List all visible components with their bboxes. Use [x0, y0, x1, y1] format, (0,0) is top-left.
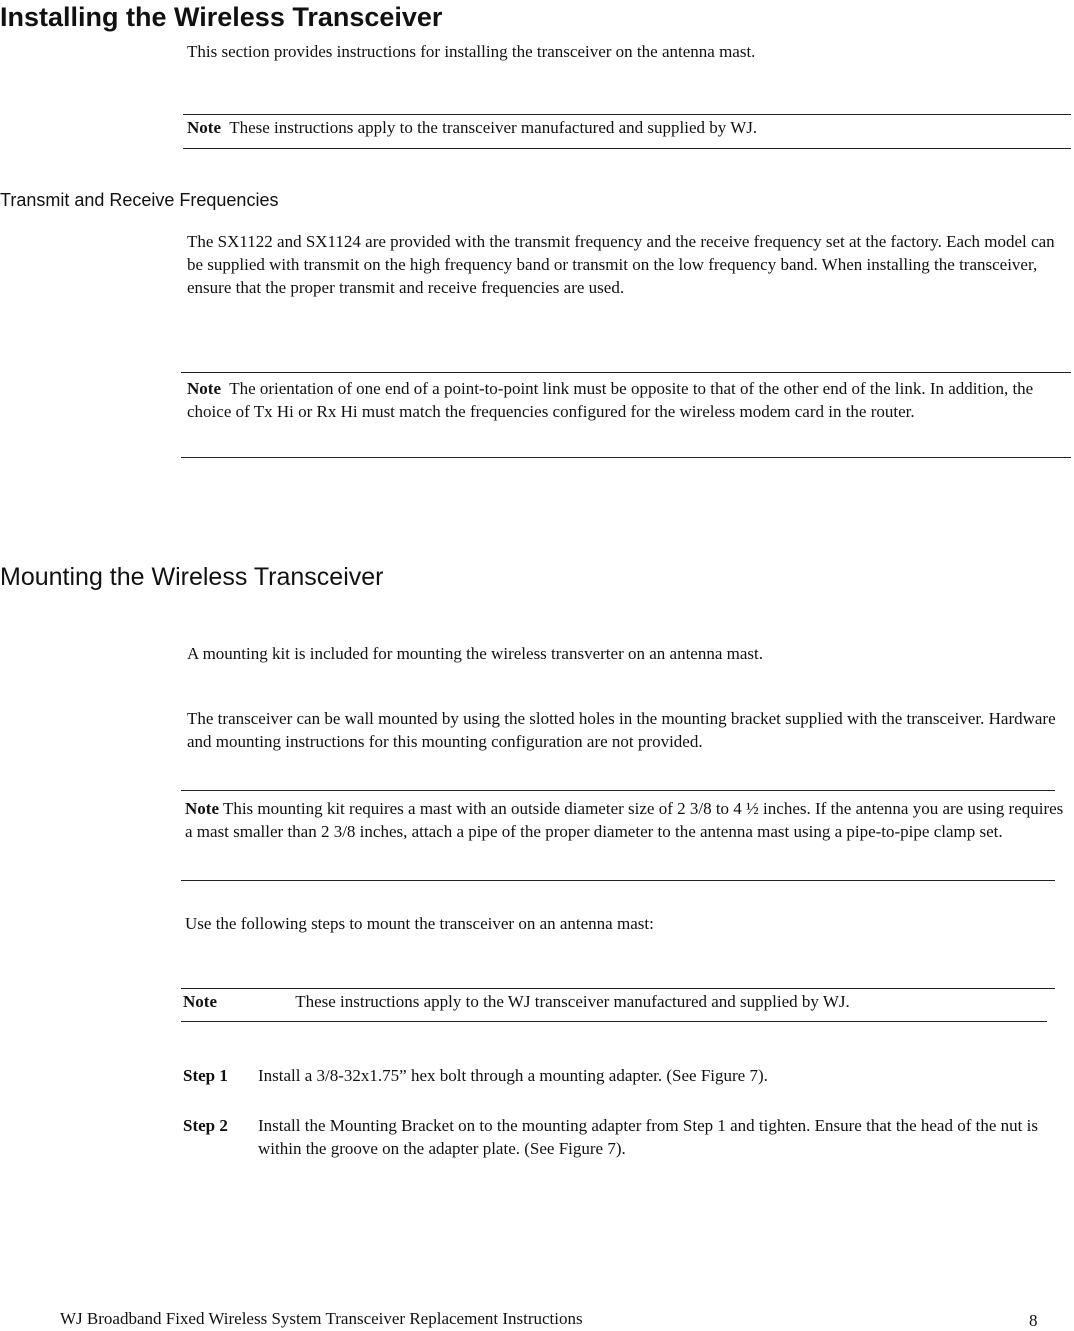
step-text: Install a 3/8-32x1.75” hex bolt through a mounting adapter. (See Figure 7).: [258, 1066, 768, 1085]
mounting-paragraph-kit: A mounting kit is included for mounting the wireless transverter on an antenna mast.: [187, 644, 763, 663]
note-rule-top: [181, 988, 1055, 989]
note-label: Note: [183, 992, 217, 1011]
note-label: Note: [187, 379, 221, 398]
note-rule-top: [181, 790, 1055, 791]
note-rule-bottom: [181, 1021, 1047, 1022]
mounting-paragraph-wall: The transceiver can be wall mounted by using the slotted holes in the mounting bracket supplied with the transceiver. Hardware and mounting instructions for this mounting configuration are not provided.: [187, 709, 1056, 751]
note-label: Note: [185, 799, 219, 818]
note-rule-bottom: [183, 148, 1071, 149]
note-label: Note: [187, 118, 221, 137]
section-title-mounting: Mounting the Wireless Transceiver: [0, 563, 384, 591]
steps-intro-paragraph: Use the following steps to mount the transceiver on an antenna mast:: [185, 914, 654, 933]
note-rule-bottom: [181, 457, 1071, 458]
step-label: Step 2: [183, 1116, 228, 1135]
note-text: These instructions apply to the transceiver manufactured and supplied by WJ.: [229, 118, 758, 137]
footer-page-number: 8: [1029, 1311, 1038, 1330]
step-text: Install the Mounting Bracket on to the mounting adapter from Step 1 and tighten. Ensure that the head of the nut is within the groove on the adapter plate. (See Figure 7).: [258, 1116, 1038, 1158]
note-text: The orientation of one end of a point-to-point link must be opposite to that of the other end of the link. In addition, the choice of Tx Hi or Rx Hi must match the frequencies configured for the wireless modem card in the router.: [187, 379, 1034, 421]
note-text: This mounting kit requires a mast with an outside diameter size of 2 3/8 to 4 ½ inches. If the antenna you are using requires a mast smaller than 2 3/8 inches, attach a pipe of the proper diameter to the antenna mast using a pipe-to-pipe clamp set.: [185, 799, 1064, 841]
note-mast-size: [185, 797, 1073, 843]
subsection-title-frequencies: Transmit and Receive Frequencies: [0, 190, 279, 210]
note-orientation: [187, 377, 1059, 423]
intro-paragraph: This section provides instructions for installing the transceiver on the antenna mast.: [187, 42, 756, 61]
step-item: [183, 1114, 1073, 1164]
note-text: These instructions apply to the WJ transceiver manufactured and supplied by WJ.: [295, 992, 850, 1011]
note-rule-top: [181, 372, 1071, 373]
step-item: [183, 1064, 1073, 1088]
note-rule-bottom: [181, 880, 1055, 881]
note-wj-transceiver: [183, 990, 1055, 1013]
note-installing: [187, 116, 1067, 139]
section-title-installing: Installing the Wireless Transceiver: [0, 2, 443, 32]
footer-document-title: WJ Broadband Fixed Wireless System Transceiver Replacement Instructions: [60, 1309, 583, 1328]
frequencies-paragraph: The SX1122 and SX1124 are provided with the transmit frequency and the receive frequency set at the factory. Each model can be supplied with transmit on the high frequency band or transmit on the low frequency band. When installing the transceiver, ensure that the proper transmit and receive frequencies are used.: [187, 232, 1055, 297]
step-label: Step 1: [183, 1066, 228, 1085]
note-rule-top: [183, 114, 1071, 115]
